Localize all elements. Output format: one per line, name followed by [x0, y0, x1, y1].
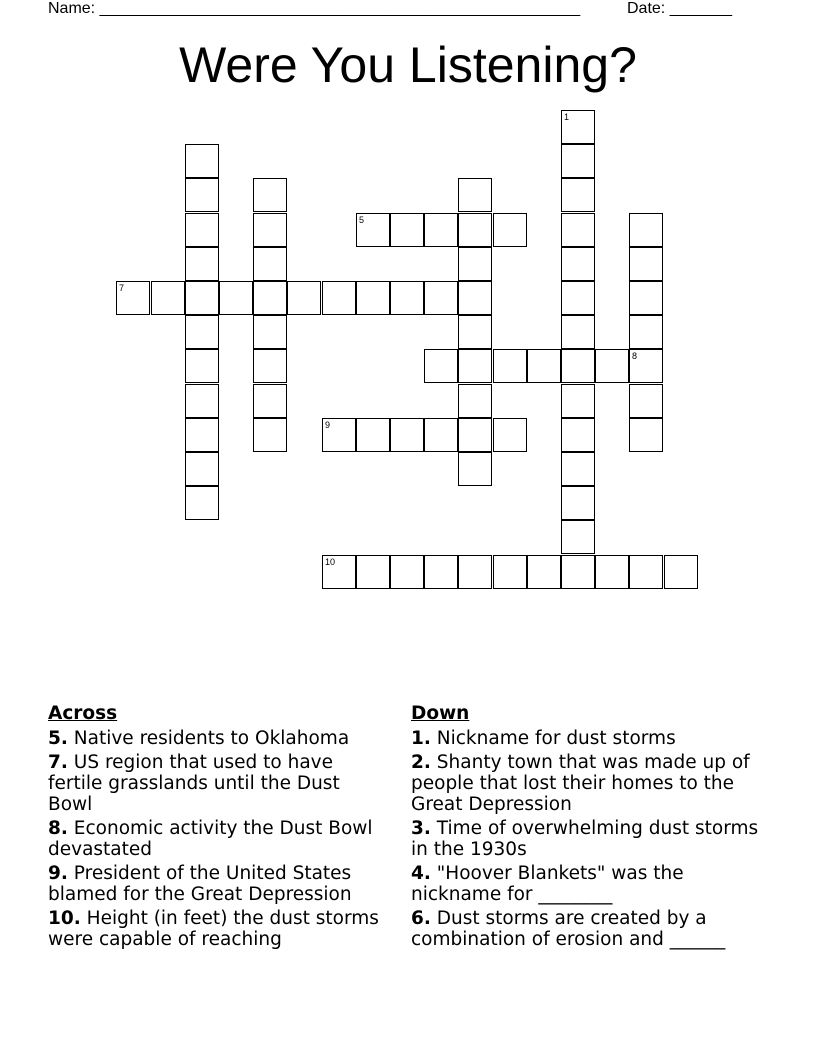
crossword-cell[interactable] — [253, 247, 287, 281]
clue-number: 5. — [48, 728, 68, 749]
crossword-cell[interactable] — [629, 213, 663, 247]
crossword-cell[interactable] — [185, 144, 219, 178]
crossword-cell[interactable] — [424, 349, 458, 383]
crossword-cell[interactable] — [458, 452, 492, 486]
crossword-cell[interactable] — [253, 384, 287, 418]
clue-text: Shanty town that was made up of people that lost their homes to the Great Depression — [411, 752, 750, 815]
crossword-cell[interactable] — [253, 213, 287, 247]
crossword-cell[interactable] — [458, 315, 492, 349]
crossword-cell[interactable] — [253, 281, 287, 315]
crossword-cell[interactable] — [561, 315, 595, 349]
clue-text: Dust storms are created by a combination of erosion and ______ — [411, 908, 726, 950]
crossword-cell[interactable] — [629, 555, 663, 589]
crossword-cell[interactable] — [458, 247, 492, 281]
crossword-cell[interactable] — [664, 555, 698, 589]
clue-across-7 — [48, 752, 388, 815]
crossword-cell[interactable] — [424, 555, 458, 589]
crossword-cell[interactable] — [458, 213, 492, 247]
crossword-cell[interactable] — [253, 349, 287, 383]
crossword-cell[interactable] — [185, 486, 219, 520]
page-title: Were You Listening? — [179, 37, 637, 93]
clue-down-2 — [411, 752, 771, 815]
crossword-cell[interactable] — [561, 452, 595, 486]
crossword-cell[interactable] — [561, 418, 595, 452]
crossword-cell[interactable] — [458, 418, 492, 452]
crossword-cell[interactable] — [253, 418, 287, 452]
crossword-cell[interactable] — [185, 178, 219, 212]
clue-number: 9. — [48, 863, 68, 884]
cell-number: 10 — [325, 557, 336, 567]
crossword-cell[interactable] — [185, 281, 219, 315]
clue-number: 7. — [48, 752, 68, 773]
clue-number: 6. — [411, 908, 431, 929]
clue-down-4 — [411, 863, 771, 905]
down-heading: Down — [411, 703, 470, 724]
cell-number: 5 — [359, 215, 365, 225]
crossword-cell[interactable] — [185, 349, 219, 383]
crossword-cell[interactable] — [390, 213, 424, 247]
clue-text: President of the United States blamed for the Great Depression — [48, 863, 352, 905]
crossword-cell[interactable] — [185, 247, 219, 281]
clue-across-9 — [48, 863, 388, 905]
crossword-cell[interactable] — [185, 315, 219, 349]
crossword-cell[interactable] — [561, 110, 595, 144]
crossword-cell[interactable] — [561, 349, 595, 383]
crossword-cell[interactable] — [356, 281, 390, 315]
crossword-cell[interactable] — [185, 452, 219, 486]
crossword-cell[interactable] — [322, 281, 356, 315]
crossword-cell[interactable] — [493, 418, 527, 452]
clue-across-8 — [48, 818, 388, 860]
crossword-cell[interactable] — [561, 144, 595, 178]
crossword-cell[interactable] — [458, 555, 492, 589]
clue-down-3 — [411, 818, 771, 860]
clue-text: Height (in feet) the dust storms were capable of reaching — [48, 908, 379, 950]
clue-number: 3. — [411, 818, 431, 839]
crossword-cell[interactable] — [561, 247, 595, 281]
crossword-cell[interactable] — [322, 418, 356, 452]
crossword-cell[interactable] — [424, 418, 458, 452]
date-field[interactable]: Date: _______ — [627, 0, 732, 17]
crossword-cell[interactable] — [390, 418, 424, 452]
down-clues — [411, 703, 771, 953]
clue-text: Nickname for dust storms — [430, 728, 676, 749]
crossword-cell[interactable] — [458, 349, 492, 383]
crossword-cell[interactable] — [424, 281, 458, 315]
crossword-cell[interactable] — [322, 555, 356, 589]
crossword-cell[interactable] — [561, 281, 595, 315]
crossword-cell[interactable] — [185, 418, 219, 452]
crossword-cell[interactable] — [356, 418, 390, 452]
crossword-cell[interactable] — [629, 384, 663, 418]
crossword-cell[interactable] — [493, 349, 527, 383]
cell-number: 7 — [119, 283, 125, 293]
crossword-cell[interactable] — [185, 213, 219, 247]
crossword-cell[interactable] — [595, 349, 629, 383]
crossword-cell[interactable] — [458, 384, 492, 418]
cell-number: 8 — [632, 351, 638, 361]
clue-down-6 — [411, 908, 771, 950]
crossword-cell[interactable] — [493, 555, 527, 589]
clue-across-10 — [48, 908, 388, 950]
crossword-cell[interactable] — [527, 555, 561, 589]
crossword-cell[interactable] — [287, 281, 321, 315]
crossword-cell[interactable] — [151, 281, 185, 315]
crossword-cell[interactable] — [629, 247, 663, 281]
across-heading: Across — [48, 703, 118, 724]
crossword-cell[interactable] — [629, 349, 663, 383]
clue-text: "Hoover Blankets" was the nickname for ________ — [411, 863, 684, 905]
crossword-cell[interactable] — [561, 384, 595, 418]
cell-number: 1 — [564, 112, 570, 122]
clue-number: 4. — [411, 863, 431, 884]
clue-text: Economic activity the Dust Bowl devastated — [48, 818, 373, 860]
crossword-cell[interactable] — [527, 349, 561, 383]
crossword-cell[interactable] — [390, 555, 424, 589]
clue-down-1 — [411, 728, 771, 749]
crossword-cell[interactable] — [390, 281, 424, 315]
crossword-cell[interactable] — [629, 315, 663, 349]
clue-across-5 — [48, 728, 388, 749]
name-field[interactable]: Name: ______________________________________________________ — [48, 0, 581, 17]
crossword-cell[interactable] — [561, 520, 595, 554]
crossword-cell[interactable] — [561, 178, 595, 212]
clue-number: 10. — [48, 908, 81, 929]
crossword-cell[interactable] — [219, 281, 253, 315]
crossword-cell[interactable] — [561, 555, 595, 589]
crossword-cell[interactable] — [356, 555, 390, 589]
crossword-cell[interactable] — [253, 178, 287, 212]
crossword-cell[interactable] — [595, 555, 629, 589]
clue-number: 8. — [48, 818, 68, 839]
crossword-cell[interactable] — [116, 281, 150, 315]
crossword-cell[interactable] — [629, 418, 663, 452]
crossword-cell[interactable] — [561, 486, 595, 520]
clue-text: Native residents to Oklahoma — [67, 728, 350, 749]
crossword-cell[interactable] — [458, 178, 492, 212]
cell-number: 9 — [325, 420, 331, 430]
crossword-cell[interactable] — [561, 213, 595, 247]
clue-text: Time of overwhelming dust storms in the 1930s — [411, 818, 759, 860]
crossword-cell[interactable] — [424, 213, 458, 247]
crossword-cell[interactable] — [356, 213, 390, 247]
crossword-cell[interactable] — [253, 315, 287, 349]
crossword-cell[interactable] — [458, 281, 492, 315]
crossword-cell[interactable] — [185, 384, 219, 418]
crossword-cell[interactable] — [493, 213, 527, 247]
crossword-cell[interactable] — [629, 281, 663, 315]
clue-text: US region that used to have fertile grasslands until the Dust Bowl — [48, 752, 340, 815]
clue-number: 2. — [411, 752, 431, 773]
across-clues — [48, 703, 388, 953]
clue-number: 1. — [411, 728, 431, 749]
